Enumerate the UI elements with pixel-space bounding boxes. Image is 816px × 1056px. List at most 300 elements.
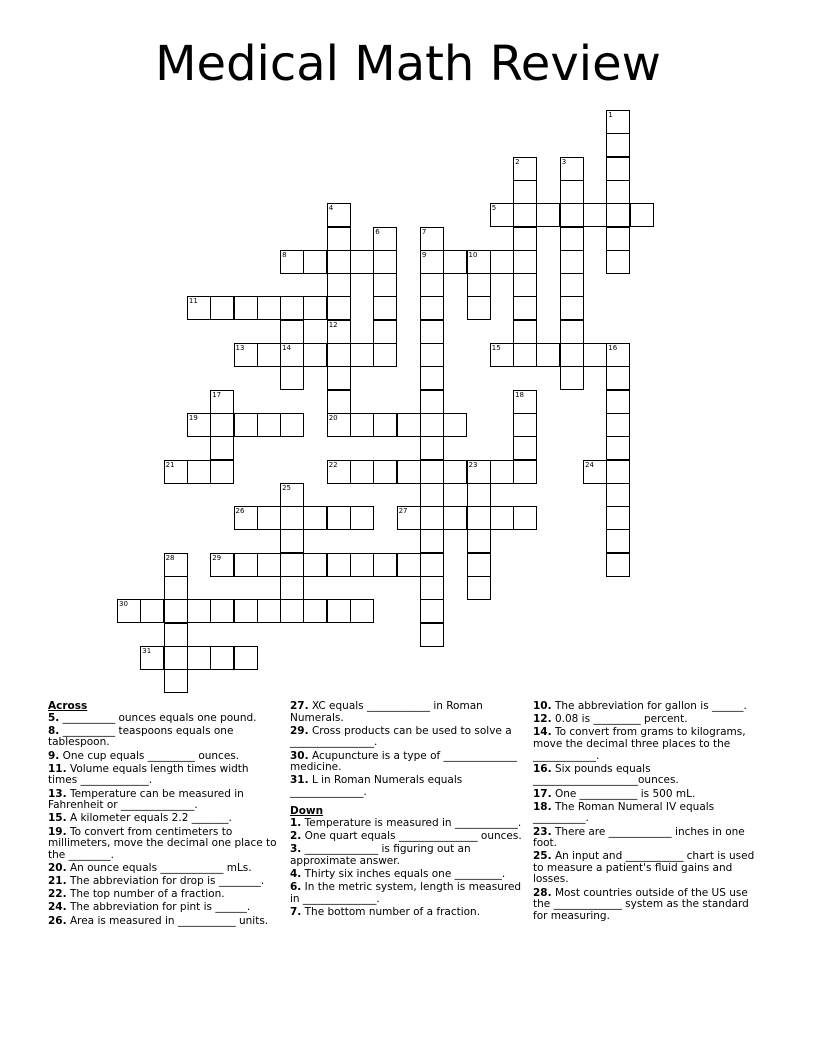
grid-cell[interactable]: [257, 506, 281, 530]
grid-cell[interactable]: [373, 227, 397, 251]
grid-cell[interactable]: [467, 296, 491, 320]
clue-number: 2.: [290, 829, 302, 842]
cell-number: 27: [398, 507, 408, 516]
grid-cell[interactable]: [606, 413, 630, 437]
clue-number: 13.: [48, 787, 67, 800]
clue-item: [48, 726, 280, 749]
clue-number: 11.: [48, 762, 67, 775]
grid-cell[interactable]: [303, 553, 327, 577]
clue-item: [533, 789, 765, 801]
clue-text: Temperature is measured in ____________.: [304, 816, 522, 829]
cell-number: 17: [212, 390, 222, 399]
cell-number: 11: [188, 297, 198, 306]
grid-cell[interactable]: [117, 599, 141, 623]
clue-item: [290, 726, 522, 749]
clue-number: 3.: [290, 843, 302, 856]
cell-number: 19: [188, 413, 198, 422]
grid-cell[interactable]: [420, 227, 444, 251]
grid-cell[interactable]: [443, 460, 467, 484]
grid-cell[interactable]: [420, 529, 444, 553]
grid-cell[interactable]: [513, 343, 537, 367]
grid-cell[interactable]: [327, 343, 351, 367]
grid-cell[interactable]: [513, 180, 537, 204]
clue-text: The abbreviation for drop is ________.: [69, 875, 265, 888]
cell-number: 21: [165, 460, 175, 469]
clue-number: 22.: [48, 888, 67, 901]
grid-cell[interactable]: [513, 506, 537, 530]
grid-cell[interactable]: [187, 296, 211, 320]
grid-cell[interactable]: [373, 553, 397, 577]
clue-number: 16.: [533, 762, 552, 775]
grid-cell[interactable]: [560, 227, 584, 251]
grid-cell[interactable]: [327, 366, 351, 390]
grid-cell[interactable]: [513, 390, 537, 414]
clue-text: An input and ___________ chart is used to measure a patient's fluid gains and losses.: [533, 850, 755, 886]
cell-number: 26: [235, 507, 245, 516]
grid-cell[interactable]: [397, 506, 421, 530]
cell-number: 14: [282, 344, 292, 352]
clue-number: 12.: [533, 713, 552, 726]
grid-cell[interactable]: [490, 506, 514, 530]
grid-cell[interactable]: [327, 250, 351, 274]
grid-cell[interactable]: [606, 553, 630, 577]
grid-cell[interactable]: [560, 250, 584, 274]
grid-cell[interactable]: [257, 296, 281, 320]
grid-cell[interactable]: [420, 343, 444, 367]
grid-cell[interactable]: [327, 553, 351, 577]
clue-item: [290, 701, 522, 724]
clue-item: [533, 764, 765, 787]
grid-cell[interactable]: [513, 157, 537, 181]
clue-item: [533, 714, 765, 726]
grid-cell[interactable]: [350, 506, 374, 530]
clue-number: 14.: [533, 726, 552, 739]
grid-cell[interactable]: [280, 366, 304, 390]
cell-number: 13: [235, 344, 245, 352]
grid-cell[interactable]: [490, 460, 514, 484]
grid-cell[interactable]: [164, 553, 188, 577]
clue-item: [290, 818, 522, 830]
clue-text: The abbreviation for pint is ______.: [69, 901, 251, 914]
cell-number: 29: [212, 553, 222, 562]
grid-cell[interactable]: [210, 296, 234, 320]
grid-cell[interactable]: [560, 343, 584, 367]
cell-number: 2: [515, 157, 520, 166]
cell-number: 28: [165, 553, 175, 562]
clue-text: __________ teaspoons equals one tablespoon.: [48, 724, 234, 749]
grid-cell[interactable]: [327, 599, 351, 623]
grid-cell[interactable]: [234, 506, 258, 530]
clue-item: [290, 844, 522, 867]
grid-cell[interactable]: [257, 413, 281, 437]
grid-cell[interactable]: [513, 227, 537, 251]
grid-cell[interactable]: [420, 623, 444, 647]
grid-cell[interactable]: [280, 343, 304, 367]
clue-number: 20.: [48, 861, 67, 874]
clue-number: 31.: [290, 774, 309, 787]
grid-cell[interactable]: [606, 203, 630, 227]
grid-cell[interactable]: [420, 483, 444, 507]
grid-cell[interactable]: [420, 320, 444, 344]
clue-text: Cross products can be used to solve a ________________.: [290, 724, 512, 749]
grid-cell[interactable]: [513, 436, 537, 460]
clue-text: Six pounds equals ____________________ounces.: [533, 762, 679, 787]
clue-text: An ounce equals ____________ mLs.: [69, 861, 252, 874]
grid-cell[interactable]: [420, 390, 444, 414]
grid-cell[interactable]: [234, 296, 258, 320]
grid-cell[interactable]: [420, 506, 444, 530]
page-title: Medical Math Review: [155, 36, 661, 92]
clue-text: XC equals ____________ in Roman Numerals.: [290, 700, 483, 724]
grid-cell[interactable]: [327, 203, 351, 227]
grid-cell[interactable]: [560, 366, 584, 390]
clue-item: [48, 876, 280, 888]
clue-text: ______________ is figuring out an approximate answer.: [290, 843, 471, 867]
clue-number: 29.: [290, 724, 309, 737]
clue-item: [290, 907, 522, 919]
grid-cell[interactable]: [583, 460, 607, 484]
clue-text: 0.08 is _________ percent.: [554, 713, 688, 726]
grid-cell[interactable]: [280, 296, 304, 320]
grid-cell[interactable]: [280, 483, 304, 507]
clue-item: [48, 863, 280, 875]
clue-item: [48, 902, 280, 914]
grid-cell[interactable]: [327, 320, 351, 344]
grid-cell[interactable]: [560, 157, 584, 181]
grid-cell[interactable]: [420, 296, 444, 320]
grid-cell[interactable]: [303, 599, 327, 623]
grid-cell[interactable]: [234, 343, 258, 367]
clue-item: [48, 789, 280, 812]
grid-cell[interactable]: [164, 576, 188, 600]
clue-item: [533, 802, 765, 825]
grid-cell[interactable]: [164, 460, 188, 484]
clue-item: [290, 869, 522, 881]
grid-cell[interactable]: [210, 390, 234, 414]
grid-cell[interactable]: [397, 413, 421, 437]
clue-item: [533, 851, 765, 886]
grid-cell[interactable]: [630, 203, 654, 227]
clue-item: [48, 813, 280, 825]
grid-cell[interactable]: [280, 320, 304, 344]
grid-cell[interactable]: [187, 646, 211, 670]
clue-text: L in Roman Numerals equals ______________.: [290, 774, 463, 798]
grid-cell[interactable]: [327, 506, 351, 530]
grid-cell[interactable]: [397, 460, 421, 484]
grid-cell[interactable]: [560, 203, 584, 227]
grid-cell[interactable]: [560, 273, 584, 297]
grid-cell[interactable]: [443, 250, 467, 274]
clue-text: To convert from grams to kilograms, move the decimal three places to the ____________.: [533, 726, 746, 762]
grid-cell[interactable]: [490, 203, 514, 227]
grid-cell[interactable]: [467, 529, 491, 553]
grid-cell[interactable]: [490, 343, 514, 367]
clue-text: Thirty six inches equals one _________.: [304, 867, 506, 880]
clue-text: A kilometer equals 2.2 _______.: [69, 812, 232, 825]
clue-text: Most countries outside of the US use the _____________ system as the standard for measuring.: [533, 886, 749, 922]
grid-cell[interactable]: [327, 273, 351, 297]
clue-item: [48, 889, 280, 901]
grid-cell[interactable]: [187, 413, 211, 437]
grid-cell[interactable]: [420, 460, 444, 484]
grid-cell[interactable]: [280, 506, 304, 530]
cell-number: 22: [328, 460, 338, 469]
cell-number: 30: [119, 600, 128, 609]
grid-cell[interactable]: [513, 273, 537, 297]
grid-cell[interactable]: [350, 553, 374, 577]
grid-cell[interactable]: [467, 483, 491, 507]
grid-cell[interactable]: [397, 553, 421, 577]
grid-cell[interactable]: [467, 506, 491, 530]
clue-text: There are ____________ inches in one foot.: [533, 825, 745, 850]
clue-text: To convert from centimeters to millimeters, move the decimal one place to the ________.: [48, 825, 277, 861]
clue-number: 7.: [290, 905, 302, 918]
grid-cell[interactable]: [327, 227, 351, 251]
grid-cell[interactable]: [606, 483, 630, 507]
grid-cell[interactable]: [234, 646, 258, 670]
clue-number: 17.: [533, 787, 552, 800]
grid-cell[interactable]: [257, 343, 281, 367]
grid-cell[interactable]: [303, 343, 327, 367]
clue-item: [48, 751, 280, 763]
grid-cell[interactable]: [140, 646, 164, 670]
grid-cell[interactable]: [606, 227, 630, 251]
clue-text: The Roman Numeral IV equals __________.: [533, 800, 715, 825]
clue-number: 5.: [48, 711, 60, 724]
grid-cell[interactable]: [164, 646, 188, 670]
grid-cell[interactable]: [467, 273, 491, 297]
clue-item: [533, 727, 765, 762]
grid-cell[interactable]: [420, 413, 444, 437]
grid-cell[interactable]: [234, 599, 258, 623]
grid-cell[interactable]: [280, 529, 304, 553]
grid-cell[interactable]: [513, 413, 537, 437]
grid-cell[interactable]: [140, 599, 164, 623]
grid-cell[interactable]: [350, 599, 374, 623]
grid-cell[interactable]: [350, 250, 374, 274]
clue-number: 21.: [48, 875, 67, 888]
clue-number: 23.: [533, 825, 552, 838]
clue-item: [290, 882, 522, 905]
cell-number: 20: [328, 413, 338, 422]
grid-cell[interactable]: [210, 436, 234, 460]
clue-number: 1.: [290, 816, 302, 829]
grid-cell[interactable]: [373, 250, 397, 274]
grid-cell[interactable]: [467, 460, 491, 484]
grid-cell[interactable]: [606, 343, 630, 367]
clue-item: [533, 701, 765, 713]
grid-cell[interactable]: [513, 250, 537, 274]
clue-item: [290, 831, 522, 843]
clue-text: One cup equals _________ ounces.: [62, 749, 240, 762]
grid-cell[interactable]: [280, 576, 304, 600]
clues-column-3: [533, 701, 765, 924]
grid-cell[interactable]: [280, 599, 304, 623]
clue-number: 26.: [48, 914, 67, 927]
grid-cell[interactable]: [536, 343, 560, 367]
grid-cell[interactable]: [467, 576, 491, 600]
grid-cell[interactable]: [606, 506, 630, 530]
cell-number: 6: [375, 227, 380, 236]
cell-number: 1: [608, 111, 613, 119]
clue-text: Temperature can be measured in Fahrenheit or ______________.: [48, 787, 244, 812]
clue-text: The abbreviation for gallon is ______.: [554, 700, 747, 712]
cell-number: 31: [142, 646, 152, 655]
grid-cell[interactable]: [513, 296, 537, 320]
cell-number: 10: [468, 250, 478, 259]
clue-number: 24.: [48, 901, 67, 914]
grid-cell[interactable]: [327, 460, 351, 484]
grid-cell[interactable]: [583, 203, 607, 227]
clue-item: [48, 916, 280, 928]
grid-cell[interactable]: [303, 250, 327, 274]
cell-number: 9: [421, 250, 427, 259]
clue-text: __________ ounces equals one pound.: [62, 711, 257, 724]
clue-number: 6.: [290, 881, 302, 894]
grid-cell[interactable]: [420, 599, 444, 623]
grid-cell[interactable]: [280, 250, 304, 274]
grid-cell[interactable]: [606, 157, 630, 181]
clue-heading: Down: [290, 805, 324, 818]
grid-cell[interactable]: [443, 506, 467, 530]
grid-cell[interactable]: [327, 390, 351, 414]
clue-text: Acupuncture is a type of ______________ medicine.: [290, 749, 518, 774]
grid-cell[interactable]: [164, 599, 188, 623]
grid-cell[interactable]: [560, 320, 584, 344]
clue-item: [290, 751, 522, 774]
cell-number: 25: [282, 483, 292, 492]
cell-number: 23: [468, 460, 478, 469]
grid-cell[interactable]: [420, 576, 444, 600]
grid-cell[interactable]: [303, 296, 327, 320]
cell-number: 8: [282, 250, 287, 259]
grid-cell[interactable]: [350, 343, 374, 367]
grid-cell[interactable]: [234, 413, 258, 437]
grid-cell[interactable]: [280, 553, 304, 577]
clue-item: [533, 888, 765, 923]
clue-number: 19.: [48, 825, 67, 838]
clue-text: Area is measured in ___________ units.: [69, 914, 269, 927]
grid-cell[interactable]: [536, 203, 560, 227]
grid-cell[interactable]: [606, 529, 630, 553]
clue-number: 27.: [290, 700, 309, 712]
cell-number: 24: [585, 460, 594, 469]
clue-text: Volume equals length times width times _____________.: [48, 762, 249, 787]
grid-cell[interactable]: [606, 436, 630, 460]
grid-cell[interactable]: [373, 320, 397, 344]
cell-number: 15: [491, 344, 501, 352]
clue-number: 25.: [533, 850, 552, 863]
grid-cell[interactable]: [350, 413, 374, 437]
clue-number: 30.: [290, 749, 309, 762]
grid-cell[interactable]: [327, 296, 351, 320]
grid-cell[interactable]: [606, 460, 630, 484]
grid-cell[interactable]: [420, 273, 444, 297]
grid-cell[interactable]: [210, 413, 234, 437]
grid-cell[interactable]: [560, 296, 584, 320]
clue-item: [533, 827, 765, 850]
grid-cell[interactable]: [420, 436, 444, 460]
clue-number: 28.: [533, 886, 552, 899]
grid-cell[interactable]: [606, 366, 630, 390]
cell-number: 18: [515, 390, 525, 399]
grid-cell[interactable]: [373, 343, 397, 367]
grid-cell[interactable]: [303, 506, 327, 530]
grid-cell[interactable]: [327, 413, 351, 437]
grid-cell[interactable]: [606, 250, 630, 274]
clue-number: 15.: [48, 812, 67, 825]
cell-number: 12: [328, 320, 338, 329]
clue-text: One quart equals _______________ ounces.: [304, 829, 522, 842]
grid-cell[interactable]: [583, 343, 607, 367]
clue-text: In the metric system, length is measured in ______________.: [290, 881, 522, 905]
grid-cell[interactable]: [467, 250, 491, 274]
cell-number: 4: [328, 204, 334, 213]
grid-cell[interactable]: [606, 110, 630, 134]
clue-item: [290, 775, 522, 798]
clue-text: The bottom number of a fraction.: [304, 905, 481, 918]
grid-cell[interactable]: [234, 553, 258, 577]
grid-cell[interactable]: [164, 669, 188, 693]
grid-cell[interactable]: [513, 203, 537, 227]
grid-cell[interactable]: [257, 599, 281, 623]
cell-number: 16: [608, 344, 618, 352]
clue-text: One ___________ is 500 mL.: [554, 787, 696, 800]
grid-cell[interactable]: [606, 390, 630, 414]
clue-number: 18.: [533, 800, 552, 813]
clue-number: 9.: [48, 749, 60, 762]
grid-cell[interactable]: [164, 623, 188, 647]
grid-cell[interactable]: [373, 460, 397, 484]
grid-cell[interactable]: [210, 460, 234, 484]
cell-number: 7: [421, 227, 427, 236]
grid-cell[interactable]: [490, 250, 514, 274]
cell-number: 5: [491, 204, 497, 213]
grid-cell[interactable]: [210, 553, 234, 577]
clue-number: 10.: [533, 700, 552, 712]
grid-cell[interactable]: [606, 133, 630, 157]
clue-item: [48, 713, 280, 725]
grid-cell[interactable]: [350, 460, 374, 484]
grid-cell[interactable]: [210, 599, 234, 623]
clue-number: 8.: [48, 724, 60, 737]
grid-cell[interactable]: [560, 180, 584, 204]
grid-cell[interactable]: [187, 460, 211, 484]
grid-cell[interactable]: [420, 553, 444, 577]
grid-cell[interactable]: [373, 413, 397, 437]
clues-column-1: [48, 701, 280, 929]
grid-cell[interactable]: [420, 250, 444, 274]
grid-cell[interactable]: [443, 413, 467, 437]
grid-cell[interactable]: [513, 320, 537, 344]
grid-cell[interactable]: [513, 460, 537, 484]
grid-cell[interactable]: [467, 553, 491, 577]
grid-cell[interactable]: [187, 599, 211, 623]
grid-cell[interactable]: [606, 180, 630, 204]
clue-number: 4.: [290, 867, 302, 880]
grid-cell[interactable]: [280, 413, 304, 437]
grid-cell[interactable]: [420, 366, 444, 390]
grid-cell[interactable]: [373, 273, 397, 297]
grid-cell[interactable]: [257, 553, 281, 577]
clue-item: [48, 764, 280, 787]
grid-cell[interactable]: [373, 296, 397, 320]
cell-number: 3: [561, 157, 567, 166]
clue-heading: Across: [48, 700, 88, 712]
clue-item: [48, 827, 280, 862]
clues-column-2: [290, 701, 522, 920]
grid-cell[interactable]: [210, 646, 234, 670]
